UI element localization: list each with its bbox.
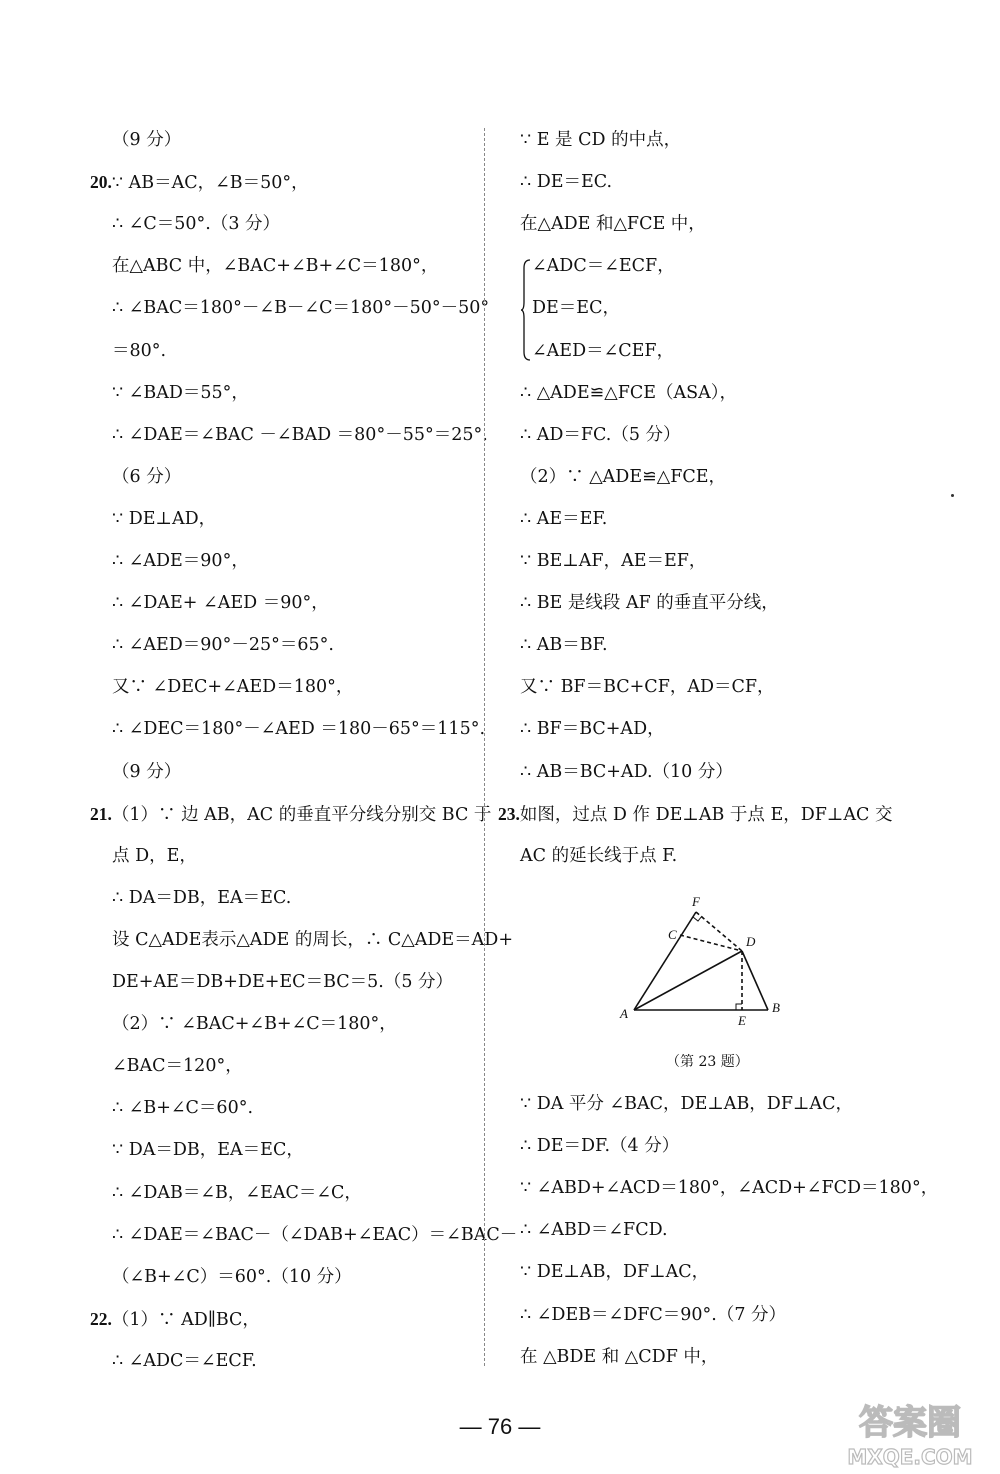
line-text: 点 D，E， bbox=[112, 845, 197, 866]
text-line bbox=[112, 381, 249, 405]
question-number: 22. bbox=[90, 1308, 112, 1329]
question-number: 23. bbox=[498, 803, 520, 824]
text-line bbox=[112, 1054, 243, 1078]
segment-af bbox=[634, 912, 696, 1010]
label-d: D bbox=[746, 934, 756, 949]
line-text: ∴ ∠B+∠C＝60°. bbox=[112, 1098, 254, 1119]
line-text: ∵ DA 平分 ∠BAC，DE⊥AB，DF⊥AC， bbox=[520, 1094, 853, 1114]
line-text: ∴ △ADE≌△FCE（ASA）， bbox=[520, 382, 738, 403]
segment-ad bbox=[634, 951, 742, 1010]
line-text: ∴ ∠ADC＝∠ECF. bbox=[112, 1350, 257, 1371]
svg-text:MXQE.COM: MXQE.COM bbox=[847, 1445, 973, 1469]
line-text: ∴ ∠DAE＝∠BAC－（∠DAB+∠EAC）＝∠BAC－ bbox=[112, 1224, 518, 1245]
text-line bbox=[112, 1181, 362, 1205]
text-line bbox=[112, 928, 513, 952]
question-number: 20. bbox=[90, 172, 112, 193]
text-line bbox=[520, 1134, 679, 1158]
text-line bbox=[112, 254, 438, 278]
right-angle-f bbox=[693, 916, 702, 921]
text-line bbox=[520, 170, 612, 194]
text-line bbox=[520, 844, 677, 868]
text-line bbox=[520, 717, 665, 741]
line-text: ∵ DE⊥AB，DF⊥AC， bbox=[520, 1262, 710, 1283]
text-line bbox=[112, 1265, 352, 1289]
line-text: ∴ AD＝FC.（5 分） bbox=[520, 424, 681, 445]
line-text: ∴ ∠DEC＝180°－∠AED ＝180－65°＝115°. bbox=[112, 719, 486, 740]
text-line bbox=[498, 802, 892, 827]
line-text: ∴ ∠ADE＝90°， bbox=[112, 551, 249, 571]
label-f: F bbox=[692, 894, 700, 909]
line-text: ∴ ∠C＝50°.（3 分） bbox=[112, 214, 281, 235]
label-b: B bbox=[772, 1000, 780, 1015]
line-text: ∵ ∠ABD+∠ACD＝180°，∠ACD+∠FCD＝180°， bbox=[520, 1178, 939, 1199]
text-line bbox=[112, 1012, 397, 1036]
line-text: ∴ ∠DAE+ ∠AED ＝90°， bbox=[112, 593, 329, 614]
line-text: ∠AED＝∠CEF， bbox=[532, 340, 675, 361]
label-e: E bbox=[738, 1013, 746, 1028]
text-line bbox=[520, 760, 733, 784]
line-text: 设 C△ADE表示△ADE 的周长，∴ C△ADE＝AD+ bbox=[112, 929, 514, 950]
line-text: （2）∵ △ADE≌△FCE， bbox=[520, 466, 727, 487]
line-text: （1）∵ 边 AB，AC 的垂直平分线分别交 BC 于 bbox=[111, 804, 492, 825]
text-line bbox=[112, 970, 453, 994]
line-text: （9 分） bbox=[112, 761, 182, 782]
triangle-figure bbox=[612, 890, 792, 1030]
line-text: ∴ DE＝EC. bbox=[520, 172, 613, 193]
segment-cd bbox=[680, 935, 742, 951]
line-text: ∴ BF＝BC+AD， bbox=[520, 719, 665, 740]
equation-brace bbox=[521, 258, 531, 362]
text-line bbox=[520, 1303, 786, 1327]
line-text: （6 分） bbox=[112, 466, 182, 487]
column-divider bbox=[484, 128, 485, 1366]
line-text: （1）∵ AD∥BC， bbox=[111, 1309, 260, 1330]
text-line bbox=[520, 1176, 938, 1200]
line-text: ∵ DA＝DB，EA＝EC， bbox=[112, 1140, 304, 1161]
text-line bbox=[520, 1092, 853, 1116]
text-line bbox=[112, 633, 334, 657]
svg-text:答案圈: 答案圈 bbox=[859, 1403, 961, 1443]
line-text: ∵ DE⊥AD， bbox=[112, 508, 217, 529]
text-line bbox=[112, 591, 329, 615]
line-text: ∴ BE 是线段 AF 的垂直平分线， bbox=[520, 593, 779, 614]
figure-caption: （第 23 题） bbox=[666, 1054, 749, 1070]
line-text: （2）∵ ∠BAC+∠B+∠C＝180°， bbox=[112, 1014, 397, 1035]
segment-db bbox=[742, 951, 768, 1010]
line-text: ∴ ∠DEB＝∠DFC＝90°.（7 分） bbox=[520, 1304, 787, 1325]
watermark-logo bbox=[826, 1398, 994, 1470]
line-text: 在 △BDE 和 △CDF 中， bbox=[520, 1346, 719, 1367]
line-text: ∴ ∠DAE＝∠BAC －∠BAD ＝80°－55°＝25°. bbox=[112, 424, 488, 445]
line-text: ∴ AB＝BC+AD.（10 分） bbox=[520, 761, 733, 782]
text-line bbox=[112, 128, 181, 152]
text-line bbox=[520, 465, 726, 489]
text-line bbox=[532, 339, 674, 363]
text-line bbox=[112, 717, 485, 741]
text-line bbox=[112, 465, 181, 489]
text-line bbox=[520, 1260, 709, 1284]
line-text: ∴ AB＝BF. bbox=[520, 635, 608, 656]
label-c: C bbox=[668, 927, 677, 942]
line-text: DE＝EC， bbox=[532, 298, 620, 319]
line-text: ∠BAC＝120°， bbox=[112, 1056, 243, 1077]
text-line bbox=[112, 886, 291, 910]
text-line bbox=[112, 296, 489, 320]
text-line bbox=[520, 1218, 668, 1242]
text-line bbox=[520, 212, 706, 236]
text-line bbox=[532, 254, 675, 278]
text-line bbox=[90, 1307, 260, 1332]
page-number: — 76 — bbox=[459, 1414, 541, 1439]
line-text: ∴ ∠BAC＝180°－∠B－∠C＝180°－50°－50° bbox=[112, 298, 490, 319]
text-line bbox=[520, 591, 779, 615]
line-text: ∴ AE＝EF. bbox=[520, 508, 608, 529]
text-line bbox=[112, 1096, 253, 1120]
label-a: A bbox=[620, 1006, 628, 1021]
text-line bbox=[112, 423, 488, 447]
line-text: ∴ ∠DAB＝∠B，∠EAC＝∠C， bbox=[112, 1182, 362, 1203]
line-text: ＝80°. bbox=[112, 340, 167, 361]
line-text: （∠B+∠C）＝60°.（10 分） bbox=[112, 1266, 352, 1287]
text-line bbox=[112, 212, 280, 236]
line-text: ∴ ∠AED＝90°－25°＝65°. bbox=[112, 635, 334, 656]
line-text: ∴ ∠ABD＝∠FCD. bbox=[520, 1220, 668, 1241]
text-line bbox=[520, 1345, 718, 1369]
line-text: 又∵ ∠DEC+∠AED＝180°， bbox=[112, 677, 354, 698]
text-line bbox=[90, 170, 309, 195]
text-line bbox=[520, 423, 681, 447]
text-line bbox=[520, 128, 681, 152]
text-line bbox=[112, 844, 197, 868]
text-line bbox=[520, 633, 608, 657]
text-line bbox=[112, 549, 249, 573]
text-line bbox=[112, 1138, 304, 1162]
text-line bbox=[112, 760, 181, 784]
text-line bbox=[112, 1223, 517, 1247]
line-text: （9 分） bbox=[112, 130, 182, 150]
line-text: 如图，过点 D 作 DE⊥AB 于点 E，DF⊥AC 交 bbox=[519, 804, 893, 825]
text-line bbox=[112, 675, 353, 699]
line-text: ∴ DA＝DB，EA＝EC. bbox=[112, 887, 292, 908]
line-text: 又∵ BF＝BC+CF，AD＝CF， bbox=[520, 677, 775, 698]
text-line bbox=[112, 339, 166, 363]
text-line bbox=[112, 507, 216, 531]
line-text: ∵ E 是 CD 的中点， bbox=[520, 130, 682, 150]
line-text: ∵ BE⊥AF，AE＝EF， bbox=[520, 551, 707, 571]
line-text: 在△ADE 和△FCE 中， bbox=[520, 214, 706, 235]
line-text: 在△ABC 中，∠BAC+∠B+∠C＝180°， bbox=[112, 256, 439, 277]
line-text: ∵ AB＝AC，∠B＝50°， bbox=[111, 173, 309, 194]
text-line bbox=[520, 507, 607, 531]
text-line bbox=[520, 549, 706, 573]
stray-dot bbox=[951, 494, 954, 497]
segment-fd bbox=[696, 912, 742, 951]
text-line bbox=[520, 381, 737, 405]
question-number: 21. bbox=[90, 803, 112, 824]
right-angle-e bbox=[736, 1004, 742, 1010]
line-text: ∵ ∠BAD＝55°， bbox=[112, 382, 249, 403]
text-line bbox=[532, 296, 620, 320]
text-line bbox=[90, 802, 491, 827]
line-text: DE+AE＝DB+DE+EC＝BC＝5.（5 分） bbox=[112, 972, 454, 992]
text-line bbox=[112, 1349, 257, 1373]
line-text: ∴ DE＝DF.（4 分） bbox=[520, 1136, 680, 1157]
text-line bbox=[520, 675, 775, 699]
line-text: ∠ADC＝∠ECF， bbox=[532, 256, 675, 277]
line-text: AC 的延长线于点 F. bbox=[520, 846, 678, 867]
